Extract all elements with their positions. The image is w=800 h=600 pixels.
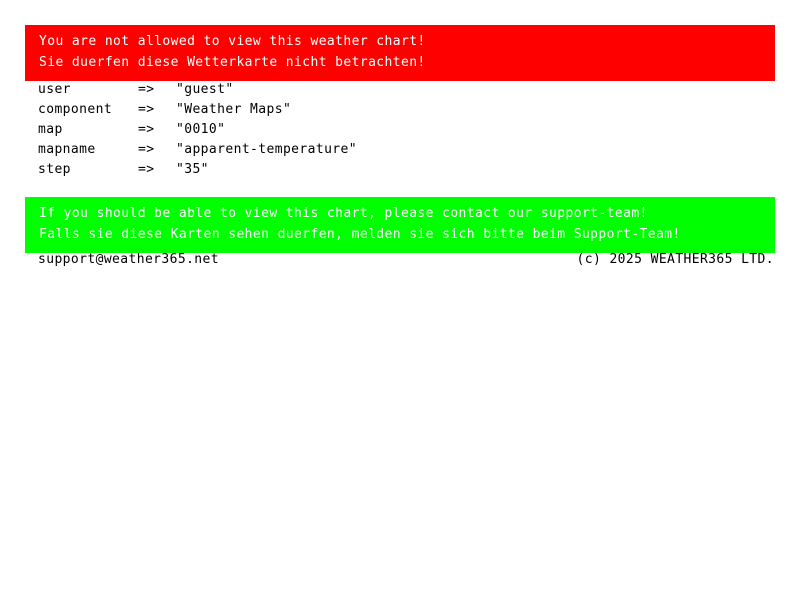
parameter-value: "35" bbox=[176, 162, 209, 177]
error-banner-line-de: Sie duerfen diese Wetterkarte nicht betrachten! bbox=[39, 55, 426, 70]
parameter-arrow: => bbox=[138, 162, 155, 177]
parameter-key: component bbox=[38, 102, 113, 117]
info-banner bbox=[25, 197, 775, 253]
parameter-arrow: => bbox=[138, 82, 155, 97]
parameter-row-map bbox=[38, 120, 758, 140]
parameter-key: map bbox=[38, 122, 63, 137]
parameter-arrow: => bbox=[138, 122, 155, 137]
parameter-arrow: => bbox=[138, 142, 155, 157]
parameter-value: "apparent-temperature" bbox=[176, 142, 357, 157]
info-banner-line-en: If you should be able to view this chart, please contact our support-team! bbox=[39, 206, 648, 221]
footer bbox=[38, 250, 774, 270]
parameter-key: step bbox=[38, 162, 71, 177]
parameter-value: "Weather Maps" bbox=[176, 102, 292, 117]
info-banner-line-de: Falls sie diese Karten sehen duerfen, melden sie sich bitte beim Support-Team! bbox=[39, 227, 681, 242]
parameter-arrow: => bbox=[138, 102, 155, 117]
error-banner-line-en: You are not allowed to view this weather chart! bbox=[39, 34, 426, 49]
parameter-row-component bbox=[38, 100, 758, 120]
parameter-row-user bbox=[38, 80, 758, 100]
parameter-list bbox=[38, 80, 758, 180]
parameter-value: "guest" bbox=[176, 82, 234, 97]
parameter-key: mapname bbox=[38, 142, 96, 157]
parameter-key: user bbox=[38, 82, 71, 97]
parameter-value: "0010" bbox=[176, 122, 226, 137]
parameter-row-step bbox=[38, 160, 758, 180]
error-banner bbox=[25, 25, 775, 81]
parameter-row-mapname bbox=[38, 140, 758, 160]
support-email-link[interactable]: support@weather365.net bbox=[38, 252, 219, 267]
copyright-text: (c) 2025 WEATHER365 LTD. bbox=[576, 252, 774, 267]
